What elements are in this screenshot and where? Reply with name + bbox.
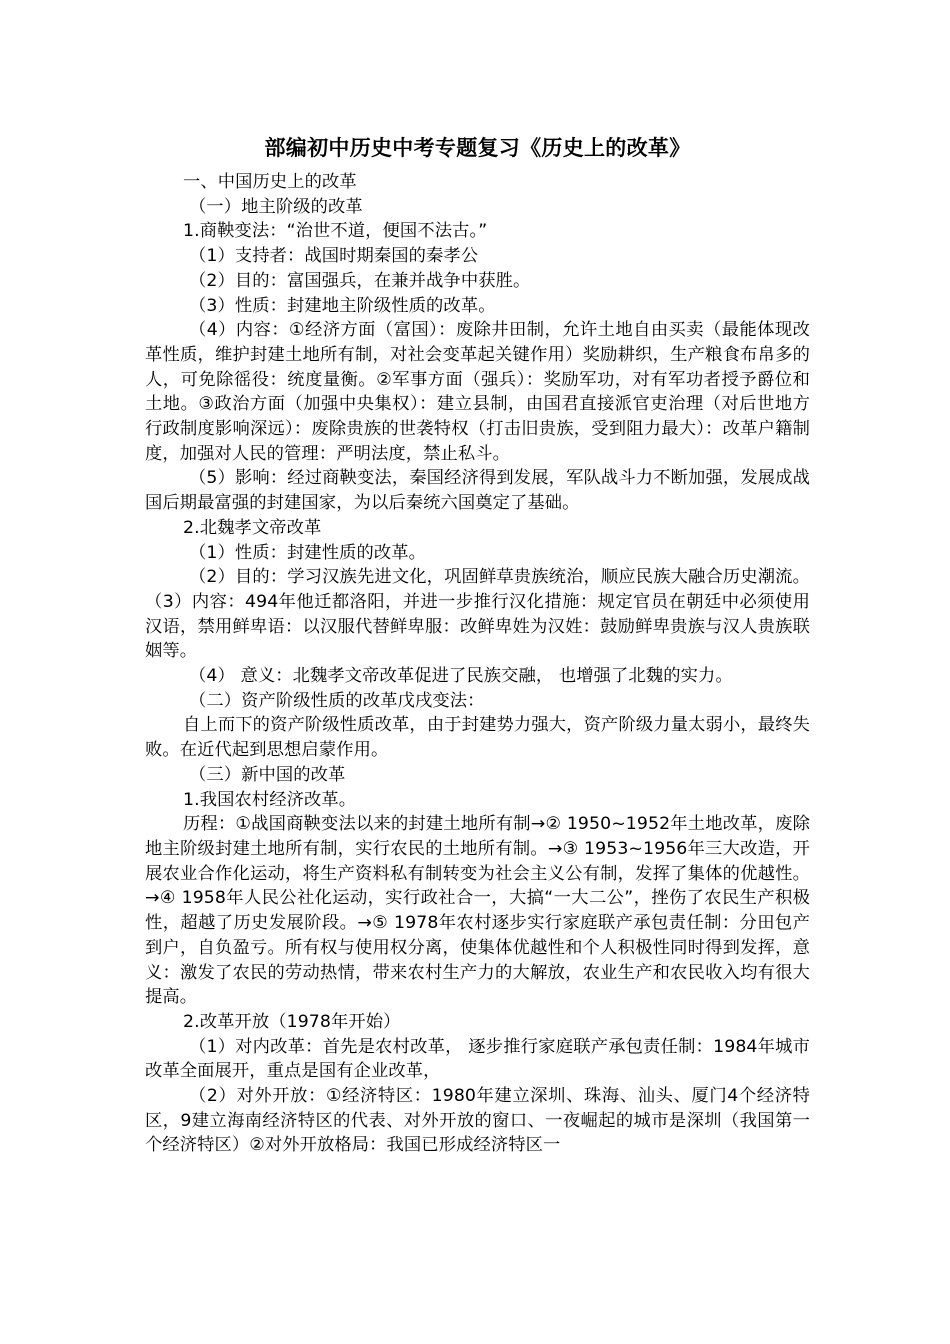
paragraph: 2.改革开放（1978年开始） [183,1011,401,1032]
paragraph: （1）性质：封建性质的改革。 [189,542,427,563]
paragraph: （4）内容：①经济方面（富国）：废除井田制，允许土地自由买卖（最能体现改革性质，维护封建土地所有制，对社会变革起关键作用）奖励耕织，生产粮食布帛多的人，可免除徭役：统度量衡。②军事方面（强兵）：奖励军功，对有军功者授予爵位和土地。③政治方面（加强中央集权）：建立县制，由国君直接派官吏治理（对后世地方行政制度影响深远）：废除贵族的世袭特权（打击旧贵族，受到阻力最大）：改革户籍制度，加强对人民的管理：严明法度，禁止私斗。 [145,320,810,464]
paragraph: （2）目的：学习汉族先进文化，巩固鲜草贵族统治，顺应民族大融合历史潮流。（3）内容：494年他迁都洛阳，并进一步推行汉化措施：规定官员在朝廷中必须使用汉语，禁用鲜卑语：以汉服代替鲜卑服：改鲜卑姓为汉姓：鼓励鲜卑贵族与汉人贵族联姻等。 [145,567,810,662]
paragraph: 2.北魏孝文帝改革 [183,517,322,538]
paragraph: （1）支持者：战国时期秦国的秦孝公 [189,246,479,267]
paragraph: （5）影响：经过商鞅变法，秦国经济得到发展，军队战斗力不断加强，发展成战国后期最富强的封建国家，为以后秦统六国奠定了基础。 [145,468,810,514]
paragraph: 1.我国农村经济改革。 [183,789,357,810]
paragraph: （4） 意义：北魏孝文帝改革促进了民族交融， 也增强了北魏的实力。 [189,666,733,687]
paragraph: （1）对内改革：首先是农村改革， 逐步推行家庭联产承包责任制：1984年城市改革全面展开，重点是国有企业改革， [145,1036,810,1082]
paragraph: （2）对外开放：①经济特区：1980年建立深圳、珠海、汕头、厦门4个经济特区，9建立海南经济特区的代表、对外开放的窗口、一夜崛起的城市是深圳（我国第一个经济特区）②对外开放格局：我国已形成经济特区一 [145,1086,810,1156]
paragraph: 1.商鞅变法：“治世不道，便国不法古。” [183,221,488,242]
paragraph: 自上而下的资产阶级性质改革，由于封建势力强大，资产阶级力量太弱小，最终失败。在近代起到思想启蒙作用。 [145,715,810,761]
paragraph: （3）性质：封建地主阶级性质的改革。 [189,295,496,316]
paragraph: （二）资产阶级性质的改革戊戌变法： [189,690,485,711]
paragraph: （2）目的：富国强兵，在兼并战争中获胜。 [189,270,531,291]
paragraph: 一、中国历史上的改革 [183,172,357,192]
document-page [145,132,810,1158]
document-body [145,170,810,1158]
paragraph: 历程：①战国商鞅变法以来的封建土地所有制→② 1950~1952年土地改革，废除地主阶级封建土地所有制，实行农民的土地所有制。→③ 1953~1956年三大改造，开展农业合作化运动，将生产资料私有制转变为社会主义公有制，发挥了集体的优越性。→④ 1958年人民公社化运动，实行政社合一，大搞“一大二公”，挫伤了农民生产积极性，超越了历史发展阶段。→⑤ 1978年农村逐步实行家庭联产承包责任制：分田包产到户，自负盈亏。所有权与使用权分离，使集体优越性和个人积极性同时得到发挥，意义：激发了农民的劳动热情，带来农村生产力的大解放，农业生产和农民收入均有很大提高。 [145,814,810,1008]
document-title: 部编初中历史中考专题复习《历史上的改革》 [264,136,691,160]
paragraph: （一）地主阶级的改革 [189,196,363,217]
paragraph: （三）新中国的改革 [189,764,346,785]
